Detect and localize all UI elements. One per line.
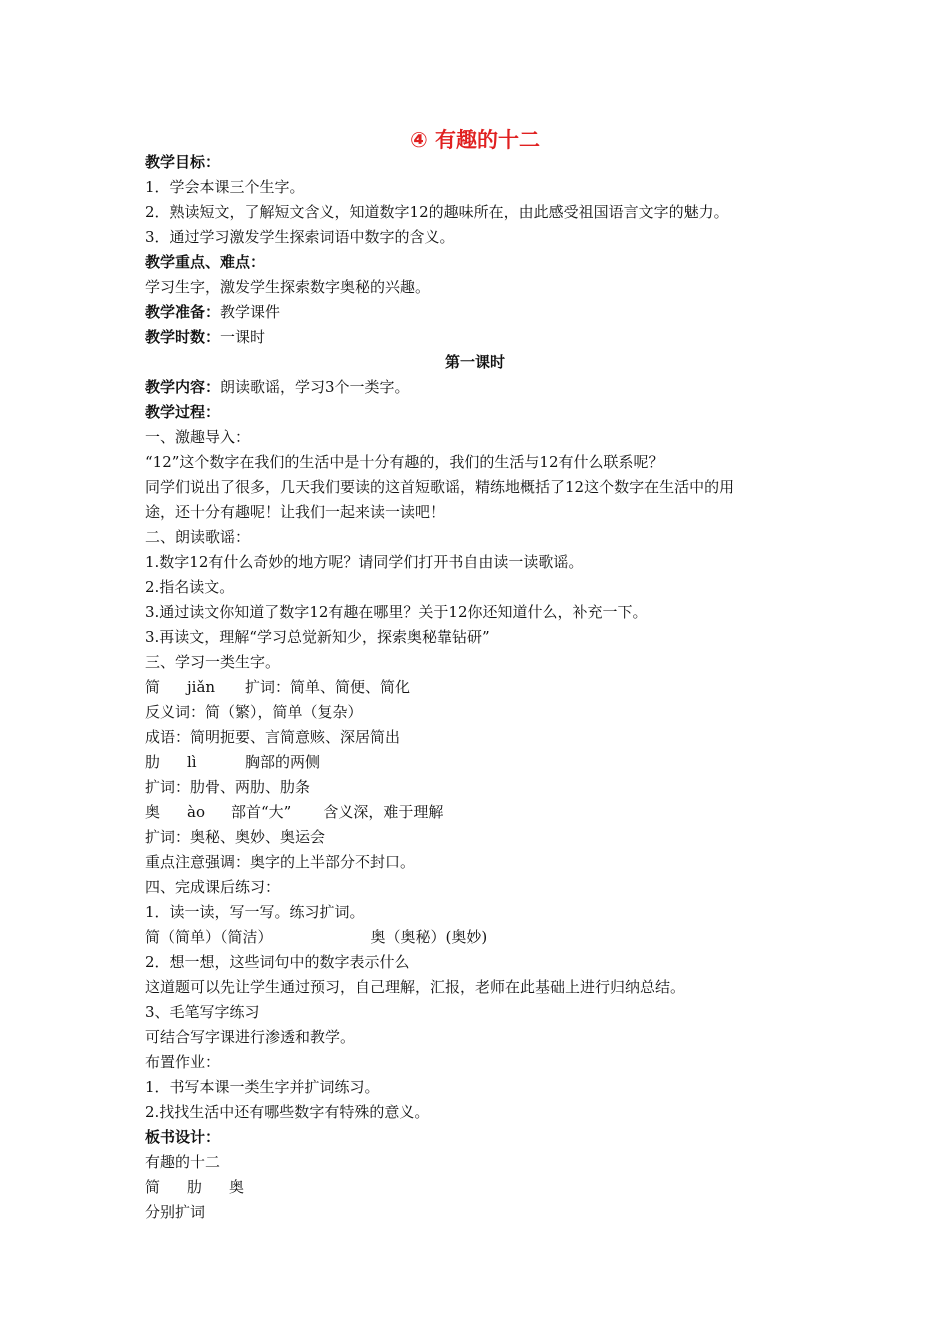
expand-lei: 扩词：肋骨、两肋、肋条 <box>145 778 311 796</box>
board-footer: 分别扩词 <box>145 1203 206 1221</box>
board-chars <box>145 1175 825 1200</box>
section2-heading: 二、朗读歌谣： <box>145 528 251 546</box>
content-text: 朗读歌谣，学习3个一类字。 <box>220 378 410 396</box>
goal-item: 2．熟读短文，了解短文含义，知道数字12的趣味所在，由此感受祖国语言文字的魅力。 <box>145 203 729 221</box>
section2-line: 3.通过读文你知道了数字12有趣在哪里？关于12你还知道什么，补充一下。 <box>145 603 648 621</box>
exercise1: 1．读一读，写一写。练习扩词。 <box>145 903 365 921</box>
prep-text: 教学课件 <box>220 303 281 321</box>
exercise3-note: 可结合写字课进行渗透和教学。 <box>145 1028 356 1046</box>
section4-heading: 四、完成课后练习： <box>145 878 281 896</box>
board-title: 有趣的十二 <box>145 1153 221 1171</box>
section1-line: “12”这个数字在我们的生活中是十分有趣的，我们的生活与12有什么联系呢？ <box>145 453 664 471</box>
exercise3: 3、毛笔写字练习 <box>145 1003 260 1021</box>
homework-heading: 布置作业： <box>145 1053 221 1071</box>
meaning-ao: 含义深，难于理解 <box>323 803 444 821</box>
expand-ao: 扩词：奥秘、奥妙、奥运会 <box>145 828 326 846</box>
homework-item: 1．书写本课一类生字并扩词练习。 <box>145 1078 380 1096</box>
lesson-title: 第一课时 <box>444 353 505 371</box>
radical-ao: 部首“大” <box>231 803 292 821</box>
document-body <box>145 150 825 1225</box>
key-points-heading: 教学重点、难点： <box>145 253 266 271</box>
hours-line <box>145 325 825 350</box>
char-ao-line <box>145 800 825 825</box>
board-char: 奥 <box>229 1178 245 1196</box>
char-jian: 简 <box>145 678 161 696</box>
meaning-lei: 胸部的两侧 <box>245 753 321 771</box>
section1-line: 途，还十分有趣呢！让我们一起来读一读吧！ <box>145 503 446 521</box>
goal-item: 3．通过学习激发学生探索词语中数字的含义。 <box>145 228 455 246</box>
content-heading: 教学内容： <box>145 378 221 396</box>
hours-text: 一课时 <box>220 328 266 346</box>
exercise1-right: 奥（奥秘）(奥妙) <box>370 928 488 946</box>
process-heading: 教学过程： <box>145 403 221 421</box>
pinyin-ao: ào <box>187 803 205 821</box>
char-jian-line <box>145 675 825 700</box>
section2-line: 2.指名读文。 <box>145 578 235 596</box>
board-heading: 板书设计： <box>145 1128 221 1146</box>
pinyin-jian: jiǎn <box>187 678 216 696</box>
char-lei: 肋 <box>145 753 161 771</box>
board-char: 简 <box>145 1178 161 1196</box>
exercise2-note: 这道题可以先让学生通过预习，自己理解，汇报，老师在此基础上进行归纳总结。 <box>145 978 686 996</box>
section2-line: 3.再读文，理解“学习总觉新知少，探索奥秘靠钻研” <box>145 628 490 646</box>
expand-jian: 扩词：简单、简便、简化 <box>245 678 411 696</box>
note-line: 重点注意强调：奥字的上半部分不封口。 <box>145 853 416 871</box>
key-points-text: 学习生字，激发学生探索数字奥秘的兴趣。 <box>145 278 431 296</box>
prep-heading: 教学准备： <box>145 303 221 321</box>
char-lei-line <box>145 750 825 775</box>
goal-item: 1．学会本课三个生字。 <box>145 178 305 196</box>
exercise1-words <box>145 925 825 950</box>
exercise1-left: 简（简单）（简洁） <box>145 928 273 946</box>
prep-line <box>145 300 825 325</box>
document-title: ④ 有趣的十二 <box>409 128 541 152</box>
char-ao: 奥 <box>145 803 161 821</box>
idiom-line: 成语：简明扼要、言简意赅、深居简出 <box>145 728 401 746</box>
section1-heading: 一、激趣导入： <box>145 428 251 446</box>
hours-heading: 教学时数： <box>145 328 221 346</box>
goals-heading: 教学目标： <box>145 153 221 171</box>
pinyin-lei: lì <box>187 753 197 771</box>
content-line <box>145 375 825 400</box>
section2-line: 1.数字12有什么奇妙的地方呢？请同学们打开书自由读一读歌谣。 <box>145 553 584 571</box>
homework-item: 2.找找生活中还有哪些数字有特殊的意义。 <box>145 1103 430 1121</box>
section3-heading: 三、学习一类生字。 <box>145 653 281 671</box>
section1-line: 同学们说出了很多，几天我们要读的这首短歌谣，精练地概括了12这个数字在生活中的用 <box>145 478 735 496</box>
board-char: 肋 <box>187 1178 203 1196</box>
exercise2: 2．想一想，这些词句中的数字表示什么 <box>145 953 410 971</box>
antonym-line: 反义词：简（繁），简单（复杂） <box>145 703 363 721</box>
